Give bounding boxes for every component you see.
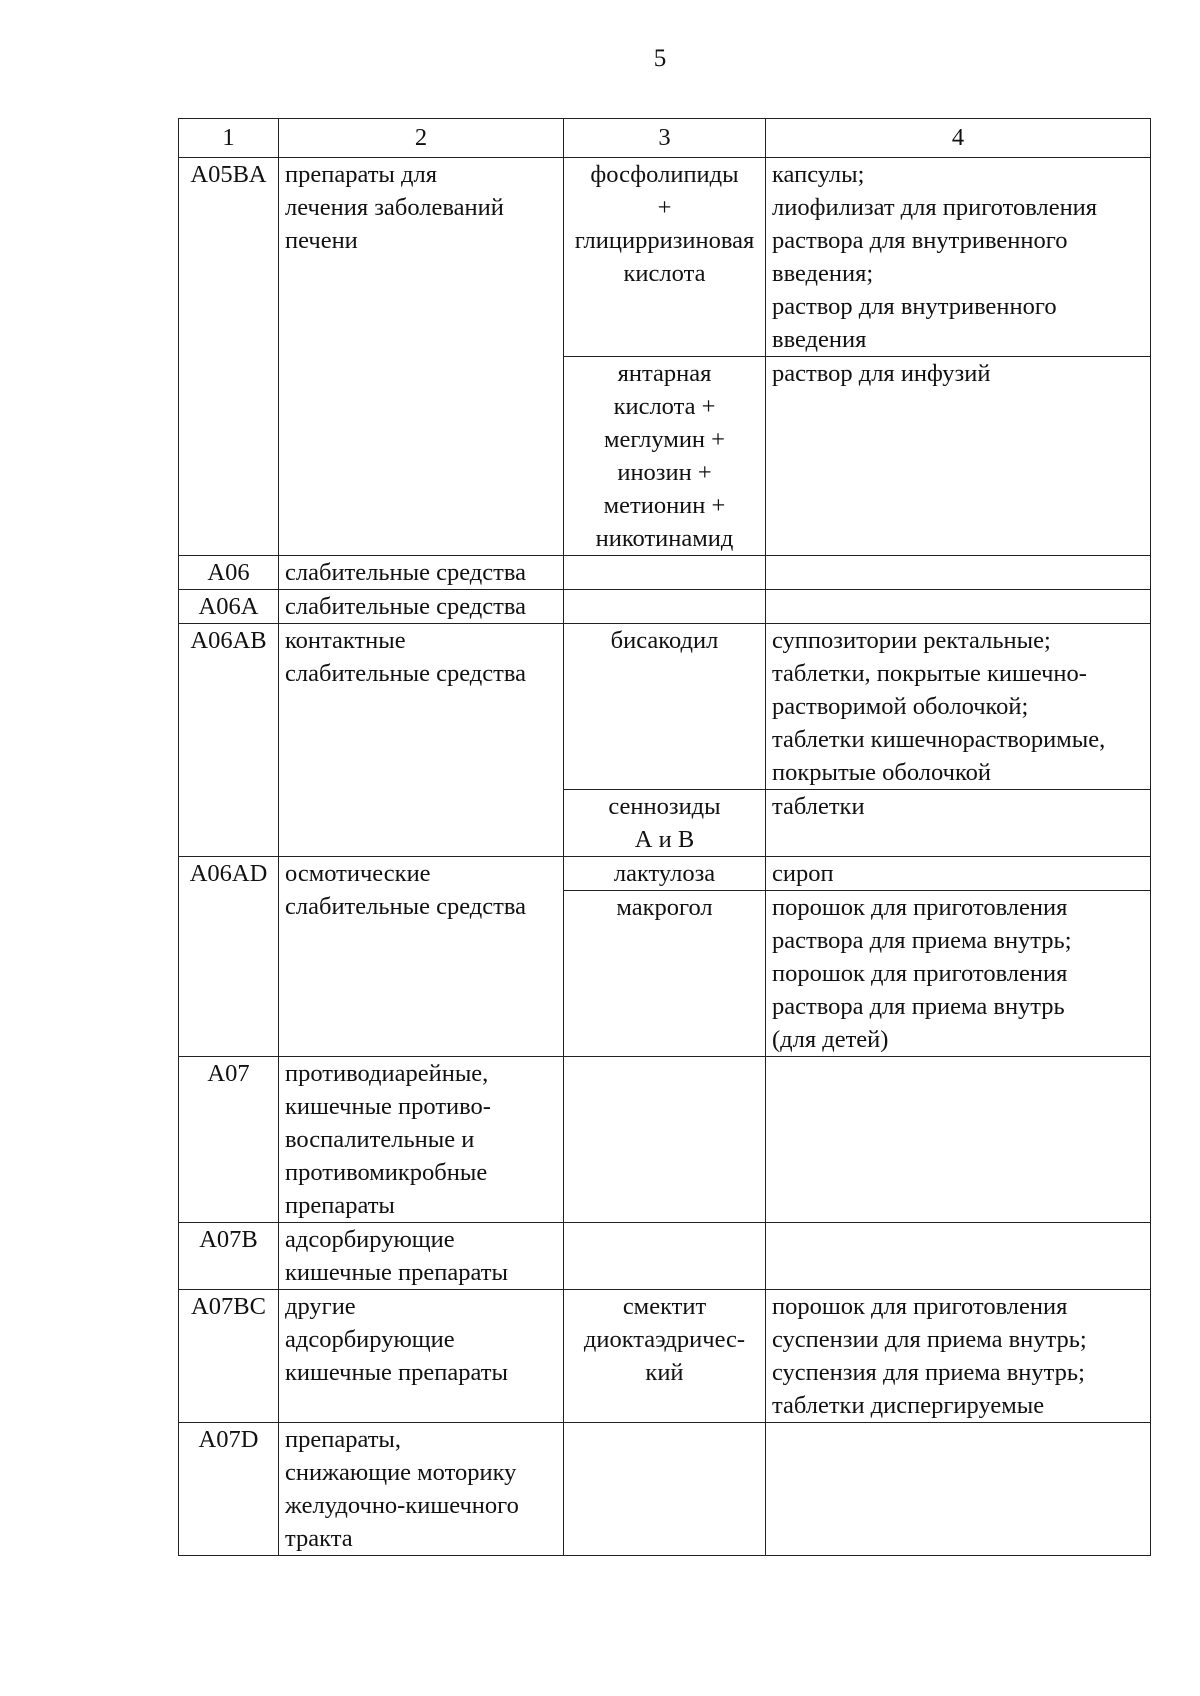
drug-name-cell: янтарная кислота + меглумин + инозин + метионин + никотинамид [564, 357, 766, 556]
table-row [179, 158, 1151, 357]
drug-name-cell [564, 1057, 766, 1223]
atc-group-cell: препараты, снижающие моторику желудочно-кишечного тракта [279, 1423, 564, 1556]
dosage-form-cell [766, 1423, 1151, 1556]
header-col-3: 3 [564, 119, 766, 158]
drug-name-cell: сеннозиды А и В [564, 790, 766, 857]
drug-name-cell [564, 1223, 766, 1290]
dosage-form-cell: суппозитории ректальные; таблетки, покрытые кишечно- растворимой оболочкой; таблетки кишечнорастворимые, покрытые оболочкой [766, 624, 1151, 790]
atc-group-cell: другие адсорбирующие кишечные препараты [279, 1290, 564, 1423]
dosage-form-cell [766, 1223, 1151, 1290]
drug-name-cell [564, 1423, 766, 1556]
atc-code-cell: A06AD [179, 857, 279, 1057]
header-col-4: 4 [766, 119, 1151, 158]
page-number: 5 [653, 45, 667, 72]
table-row [179, 590, 1151, 624]
atc-code-cell: A06AB [179, 624, 279, 857]
table-row [179, 1290, 1151, 1423]
drug-name-cell [564, 590, 766, 624]
header-row [179, 119, 1151, 158]
atc-group-cell: контактные слабительные средства [279, 624, 564, 857]
atc-code-cell: A06A [179, 590, 279, 624]
dosage-form-cell: раствор для инфузий [766, 357, 1151, 556]
atc-code-cell: A07D [179, 1423, 279, 1556]
dosage-form-cell [766, 590, 1151, 624]
drug-name-cell [564, 556, 766, 590]
table-body [179, 119, 1151, 1556]
drug-name-cell: макрогол [564, 891, 766, 1057]
table-row [179, 624, 1151, 790]
table-row [179, 1223, 1151, 1290]
dosage-form-cell: порошок для приготовления раствора для приема внутрь; порошок для приготовления раствора для приема внутрь (для детей) [766, 891, 1151, 1057]
atc-group-cell: слабительные средства [279, 556, 564, 590]
atc-group-cell: противодиарейные, кишечные противо- воспалительные и противомикробные препараты [279, 1057, 564, 1223]
dosage-form-cell: сироп [766, 857, 1151, 891]
drug-table [178, 118, 1151, 1556]
atc-code-cell: A05BA [179, 158, 279, 556]
atc-group-cell: осмотические слабительные средства [279, 857, 564, 1057]
header-col-2: 2 [279, 119, 564, 158]
dosage-form-cell: таблетки [766, 790, 1151, 857]
table-row [179, 1057, 1151, 1223]
atc-code-cell: A06 [179, 556, 279, 590]
drug-name-cell: смектит диоктаэдричес- кий [564, 1290, 766, 1423]
dosage-form-cell [766, 1057, 1151, 1223]
atc-group-cell: слабительные средства [279, 590, 564, 624]
atc-group-cell: препараты для лечения заболеваний печени [279, 158, 564, 556]
drug-name-cell: фосфолипиды + глицирризиновая кислота [564, 158, 766, 357]
table-row [179, 857, 1151, 891]
header-col-1: 1 [179, 119, 279, 158]
atc-code-cell: A07BC [179, 1290, 279, 1423]
dosage-form-cell [766, 556, 1151, 590]
dosage-form-cell: капсулы; лиофилизат для приготовления раствора для внутривенного введения; раствор для внутривенного введения [766, 158, 1151, 357]
table-row [179, 1423, 1151, 1556]
drug-name-cell: бисакодил [564, 624, 766, 790]
drug-name-cell: лактулоза [564, 857, 766, 891]
atc-code-cell: A07 [179, 1057, 279, 1223]
atc-group-cell: адсорбирующие кишечные препараты [279, 1223, 564, 1290]
table-row [179, 556, 1151, 590]
atc-code-cell: A07B [179, 1223, 279, 1290]
dosage-form-cell: порошок для приготовления суспензии для приема внутрь; суспензия для приема внутрь; таблетки диспергируемые [766, 1290, 1151, 1423]
